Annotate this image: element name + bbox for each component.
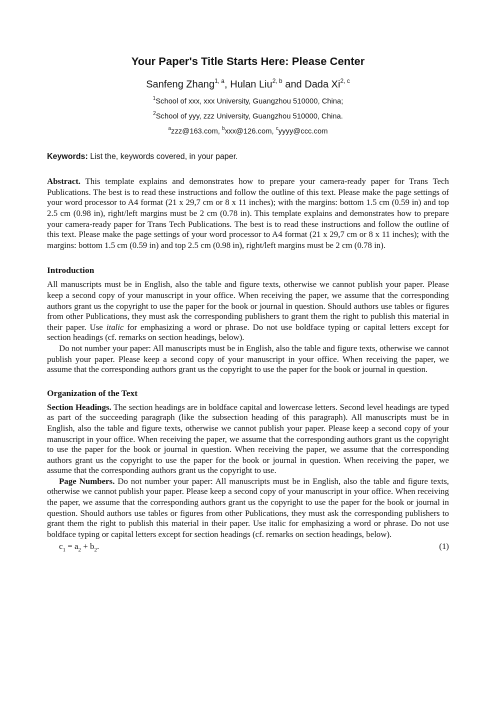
email-superscript: c [275, 125, 279, 132]
author-name: Dada Xi [304, 79, 341, 91]
email-text: yyyy@ccc.com [278, 126, 328, 136]
author-superscript: 2, c [340, 79, 350, 85]
affiliation-text: School of yyy, zzz University, Guangzhou 510000, China. [155, 111, 343, 121]
eq-symbol: = a [65, 541, 79, 552]
author-separator: and [282, 79, 305, 91]
section-headings-paragraph [47, 402, 449, 476]
subsection-label: Page Numbers. [59, 475, 115, 486]
affiliation-superscript: 1 [152, 96, 156, 103]
paragraph-text: Do not number your paper: All manuscripts must be in English, also the table and figure texts, otherwise we cannot publish your paper. Please keep a second copy of your manuscript in your office. When receiving the paper, we assume that the corresponding authors grant us the copyright to use the paper for the book or journal in question. Should authors use tables or figures from other Publications, they must ask the corresponding publishers to grant them the right to publish this material in their paper. Use italic for emphasizing a word or phrase. Do not use boldface typing or capital letters except for section headings (cf. remarks on section headings, below). [47, 475, 449, 539]
abstract-paragraph [47, 176, 449, 250]
intro-text: All manuscripts must be in English, also the table and figure texts, otherwise we cannot publish your paper. Please keep a second copy of your manuscript in your office. When receiving the paper, we assume that the corresponding authors grant us the copyright to use the paper for the book or journal in question. Should authors use tables or figures from other Publications, they must ask the corresponding publishers to grant them the right to publish this material in their paper. Use [47, 279, 449, 332]
email-superscript: b [222, 125, 225, 132]
intro-paragraph-1 [47, 279, 449, 343]
keywords-label: Keywords: [47, 152, 88, 162]
author-name: Hulan Liu [230, 79, 273, 91]
affiliation-2 [47, 111, 449, 121]
page-numbers-paragraph [47, 476, 449, 540]
intro-text: for emphasizing a word or phrase. Do not use boldface typing or capital letters except for section headings (cf. remarks on section headings, below). [47, 321, 449, 343]
abstract-text: This template explains and demonstrates how to prepare your camera-ready paper for Trans Tech Publications. The best is to read these instructions and follow the outline of this text. Please make the page settings of your word processor to A4 format (21 x 29,7 cm or 8 x 11 inches); with the margins: bottom 1.5 cm (0.59 in) and top 2.5 cm (0.98 in), right/left margins must be 2 cm (0.78 in). This template explains and demonstrates how to prepare your camera-ready paper for Trans Tech Publications. The best is to read these instructions and follow the outline of this text. Please make the page settings of your word processor to A4 format (21 x 29,7 cm or 8 x 11 inches); with the margins: bottom 1.5 cm (0.59 in) and top 2.5 cm (0.98 in), right/left margins must be 2 cm (0.78 in). [47, 176, 449, 250]
email-text: zzz@163.com, [171, 126, 223, 136]
email-superscript: a [168, 125, 171, 132]
paragraph-text: The section headings are in boldface capital and lowercase letters. Second level headings are typed as part of the succeeding paragraph (like the subsection heading of this paragraph). All manuscripts must be in English, also the table and figure texts, otherwise we cannot publish your paper. Please keep a second copy of your manuscript in your office. When receiving the paper, we assume that the corresponding authors grant us the copyright to use the paper for the book or journal in question. When receiving the paper, we assume that the corresponding authors grant us the copyright to use the paper for the book or journal in question. When receiving the paper, we assume that the corresponding authors grant us the copyright to use. [47, 401, 449, 476]
email-line [47, 126, 449, 135]
paper-title: Your Paper's Title Starts Here: Please Center [131, 56, 365, 68]
affiliation-superscript: 2 [153, 111, 156, 118]
author-name: Sanfeng Zhang [146, 79, 215, 91]
eq-symbol: c [59, 541, 63, 552]
eq-symbol: + b [80, 541, 95, 552]
keywords-text: List the, keywords covered, in your paper. [87, 152, 238, 162]
eq-subscript: 2 [78, 548, 81, 555]
eq-subscript: 1 [62, 548, 66, 555]
intro-italic-word: italic [106, 321, 124, 332]
subsection-label: Section Headings. [47, 401, 112, 412]
abstract-label: Abstract. [47, 176, 81, 187]
eq-subscript: 2 [94, 548, 97, 555]
section-heading-introduction: Introduction [47, 265, 95, 276]
email-text: xxx@126.com, [224, 126, 276, 136]
equation-number: (1) [439, 541, 449, 552]
author-line [47, 79, 449, 90]
section-heading-organization: Organization of the Text [47, 387, 138, 398]
author-superscript: 2, b [272, 79, 283, 85]
equation-expression [59, 541, 99, 554]
eq-symbol: . [96, 541, 100, 552]
intro-paragraph-2: Do not number your paper: All manuscripts must be in English, also the table and figure texts, otherwise we cannot publish your paper. Please keep a second copy of your manuscript in your office. When receiving the paper, we assume that the corresponding authors grant us the copyright to use the paper for the book or journal in question. [47, 342, 449, 375]
equation-1 [47, 541, 449, 553]
author-superscript: 1, a [214, 79, 225, 85]
affiliation-1 [47, 96, 449, 106]
affiliation-text: School of xxx, xxx University, Guangzhou 510000, China; [155, 96, 344, 106]
author-separator: , [224, 79, 231, 91]
keywords-line [47, 152, 449, 161]
